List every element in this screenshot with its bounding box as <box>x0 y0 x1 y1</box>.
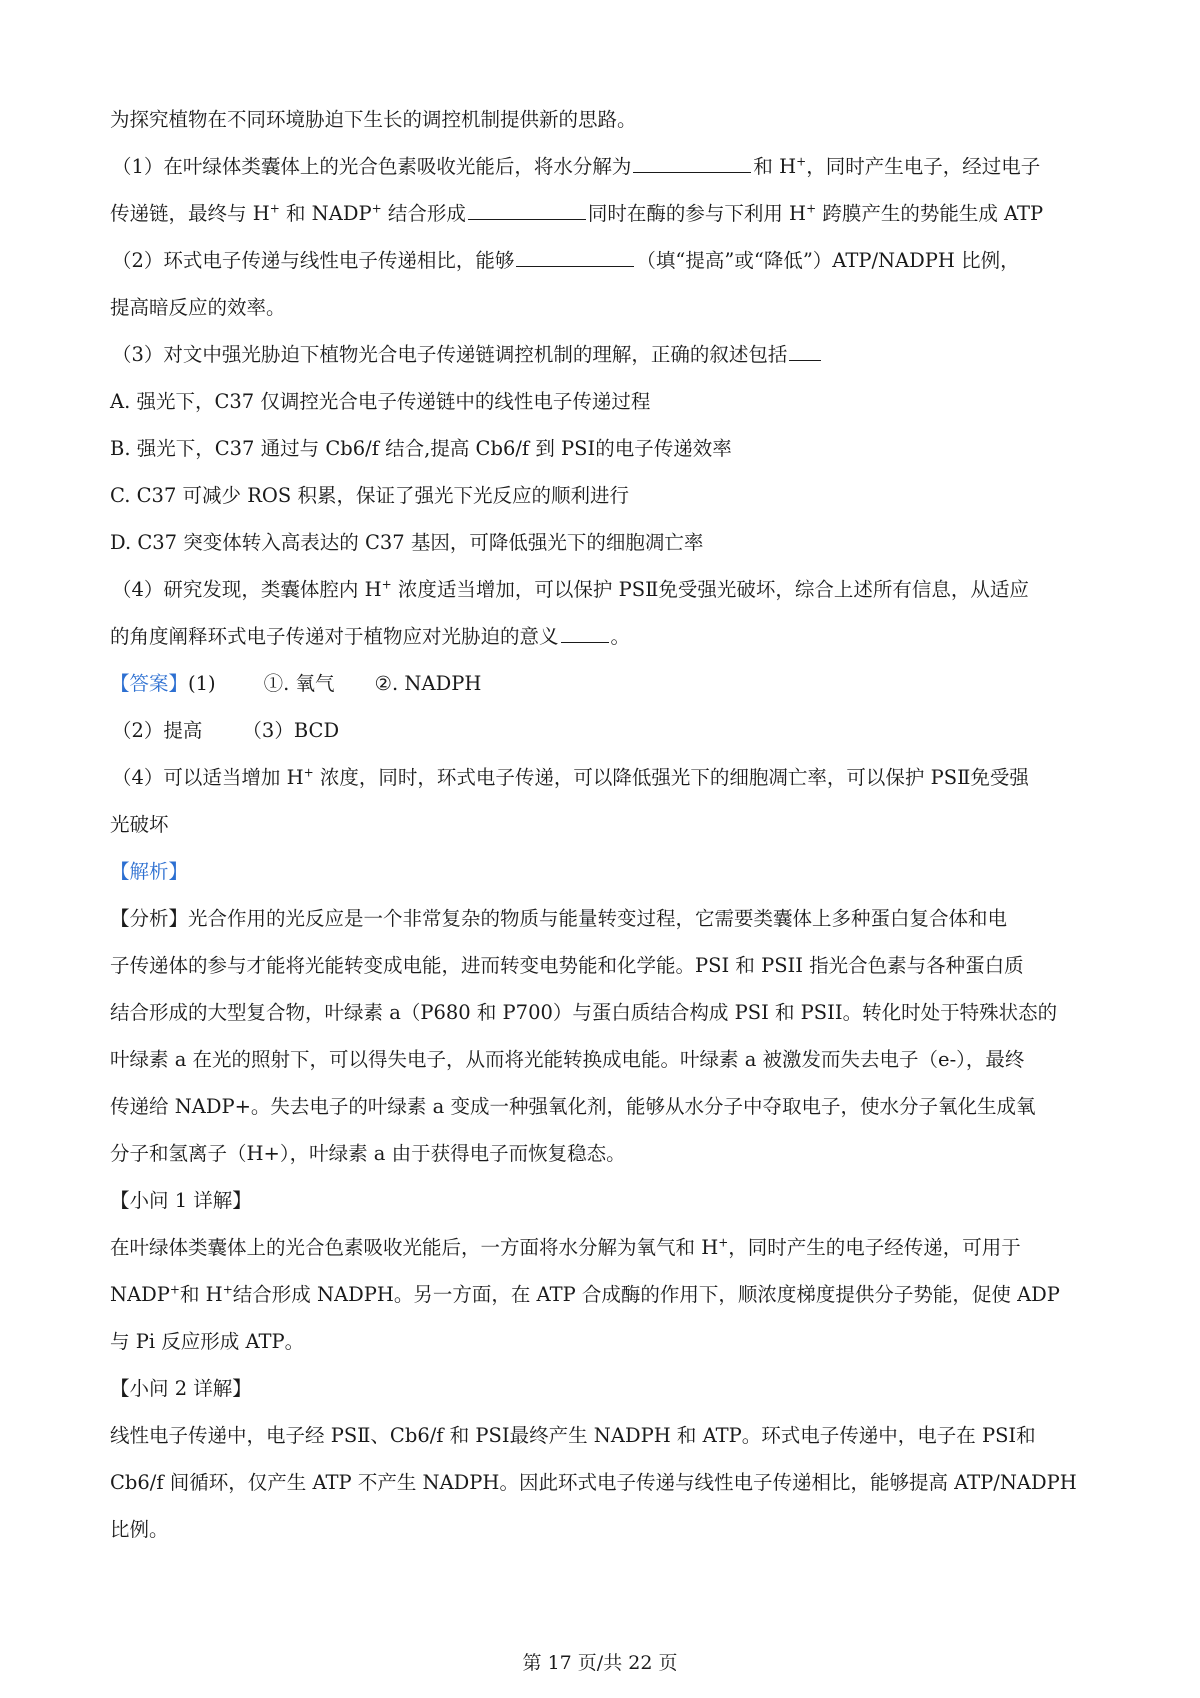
option-b: B. 强光下，C37 通过与 Cb6/f 结合,提高 Cb6/f 到 PSⅠ的电子传递效率 <box>110 437 732 460</box>
question-2 <box>110 237 1095 284</box>
answer-line-4 <box>110 754 1095 801</box>
detail-text: NADP <box>110 1283 170 1306</box>
q1-text: 和 H <box>753 155 797 178</box>
superscript: + <box>806 201 817 216</box>
q2-text: （2）环式电子传递与线性电子传递相比，能够 <box>112 249 515 272</box>
q4-text: 浓度适当增加，可以保护 PSⅡ免受强光破坏，综合上述所有信息，从适应 <box>391 578 1029 601</box>
detail-2-label: 【小问 2 详解】 <box>110 1377 252 1400</box>
detail-text: 在叶绿体类囊体上的光合色素吸收光能后，一方面将水分解为氧气和 H <box>110 1236 719 1259</box>
answer-blank <box>516 244 634 267</box>
question-1-cont <box>110 190 1095 237</box>
answer-text: ①. 氧气 <box>263 672 335 695</box>
analysis-line-4: 叶绿素 a 在光的照射下，可以得失电子，从而将光能转换成电能。叶绿素 a 被激发而失去电子（e-），最终 <box>110 1048 1025 1071</box>
superscript: + <box>169 1282 180 1297</box>
answer-text: （4）可以适当增加 H <box>112 766 304 789</box>
superscript: + <box>303 765 314 780</box>
detail-text: 和 H <box>179 1283 223 1306</box>
q4-text: 。 <box>610 625 631 648</box>
q1-text: ，同时产生电子，经过电子 <box>806 155 1041 178</box>
q1-text: （1）在叶绿体类囊体上的光合色素吸收光能后，将水分解为 <box>112 155 632 178</box>
page-content <box>110 96 1095 1553</box>
answer-text: 浓度，同时，环式电子传递，可以降低强光下的细胞凋亡率，可以保护 PSⅡ免受强 <box>313 766 1029 789</box>
q2-text: （填“提高”或“降低”）ATP/NADPH 比例， <box>636 249 1020 272</box>
analysis-line-6: 分子和氢离子（H+），叶绿素 a 由于获得电子而恢复稳态。 <box>110 1142 626 1165</box>
page-footer: 第 17 页/共 22 页 <box>522 1652 678 1674</box>
question-1 <box>110 143 1095 190</box>
analysis-line-3: 结合形成的大型复合物，叶绿素 a（P680 和 P700）与蛋白质结合构成 PSI 和 PSII。转化时处于特殊状态的 <box>110 1001 1058 1024</box>
detail-2-line-1: 线性电子传递中，电子经 PSⅡ、Cb6/f 和 PSⅠ最终产生 NADPH 和 ATP。环式电子传递中，电子在 PSⅠ和 <box>110 1424 1036 1447</box>
answer-blank <box>633 150 751 173</box>
detail-2-line-2: Cb6/f 间循环，仅产生 ATP 不产生 NADPH。因此环式电子传递与线性电子传递相比，能够提高 ATP/NADPH <box>110 1471 1077 1494</box>
q1-text: 跨膜产生的势能生成 ATP <box>816 202 1044 225</box>
q1-text: 和 NADP <box>279 202 372 225</box>
detail-2-line-3: 比例。 <box>110 1518 169 1541</box>
q1-text: 结合形成 <box>381 202 466 225</box>
answer-line-4-cont: 光破坏 <box>110 813 169 836</box>
answer-text: ②. NADPH <box>374 672 482 695</box>
superscript: + <box>269 201 280 216</box>
analysis-line-1 <box>110 895 1095 942</box>
answer-line-1 <box>110 660 1095 707</box>
superscript: + <box>222 1282 233 1297</box>
question-4 <box>110 566 1095 613</box>
detail-text: 结合形成 NADPH。另一方面，在 ATP 合成酶的作用下，顺浓度梯度提供分子势能，促使 ADP <box>232 1283 1060 1306</box>
option-d: D. C37 突变体转入高表达的 C37 基因，可降低强光下的细胞凋亡率 <box>110 531 704 554</box>
answer-text: (1) <box>188 672 216 695</box>
superscript: + <box>371 201 382 216</box>
question-3 <box>110 331 1095 378</box>
fenxi-label: 【分析】 <box>110 907 189 930</box>
option-c: C. C37 可减少 ROS 积累，保证了强光下光反应的顺利进行 <box>110 484 629 507</box>
detail-1-label: 【小问 1 详解】 <box>110 1189 252 1212</box>
option-a: A. 强光下，C37 仅调控光合电子传递链中的线性电子传递过程 <box>110 390 651 413</box>
q1-text: 传递链，最终与 H <box>110 202 270 225</box>
q1-text: 同时在酶的参与下利用 H <box>587 202 807 225</box>
detail-1-line-3: 与 Pi 反应形成 ATP。 <box>110 1330 305 1353</box>
superscript: + <box>381 577 392 592</box>
analysis-line-2: 子传递体的参与才能将光能转变成电能，进而转变电势能和化学能。PSI 和 PSII 指光合色素与各种蛋白质 <box>110 954 1024 977</box>
analysis-label: 【解析】 <box>110 860 189 883</box>
superscript: + <box>718 1235 729 1250</box>
answer-blank <box>789 338 821 361</box>
q4-text: （4）研究发现，类囊体腔内 H <box>112 578 382 601</box>
question-2-cont: 提高暗反应的效率。 <box>110 296 286 319</box>
analysis-text: 光合作用的光反应是一个非常复杂的物质与能量转变过程，它需要类囊体上多种蛋白复合体和电 <box>188 907 1008 930</box>
detail-1-line-1 <box>110 1224 1095 1271</box>
detail-1-line-2 <box>110 1271 1095 1318</box>
superscript: + <box>796 154 807 169</box>
answer-text: （2）提高 <box>112 719 203 742</box>
answer-blank <box>468 197 586 220</box>
detail-text: ，同时产生的电子经传递，可用于 <box>728 1236 1021 1259</box>
q3-stem: （3）对文中强光胁迫下植物光合电子传递链调控机制的理解，正确的叙述包括 <box>112 343 788 366</box>
answer-blank <box>561 620 609 643</box>
q4-text: 的角度阐释环式电子传递对于植物应对光胁迫的意义 <box>110 625 559 648</box>
analysis-line-5: 传递给 NADP+。失去电子的叶绿素 a 变成一种强氧化剂，能够从水分子中夺取电子，使水分子氧化生成氧 <box>110 1095 1036 1118</box>
answer-label: 【答案】 <box>110 672 189 695</box>
question-intro: 为探究植物在不同环境胁迫下生长的调控机制提供新的思路。 <box>110 108 637 131</box>
answer-text: （3）BCD <box>242 719 340 742</box>
question-4-cont <box>110 613 1095 660</box>
answer-line-2 <box>110 707 1095 754</box>
